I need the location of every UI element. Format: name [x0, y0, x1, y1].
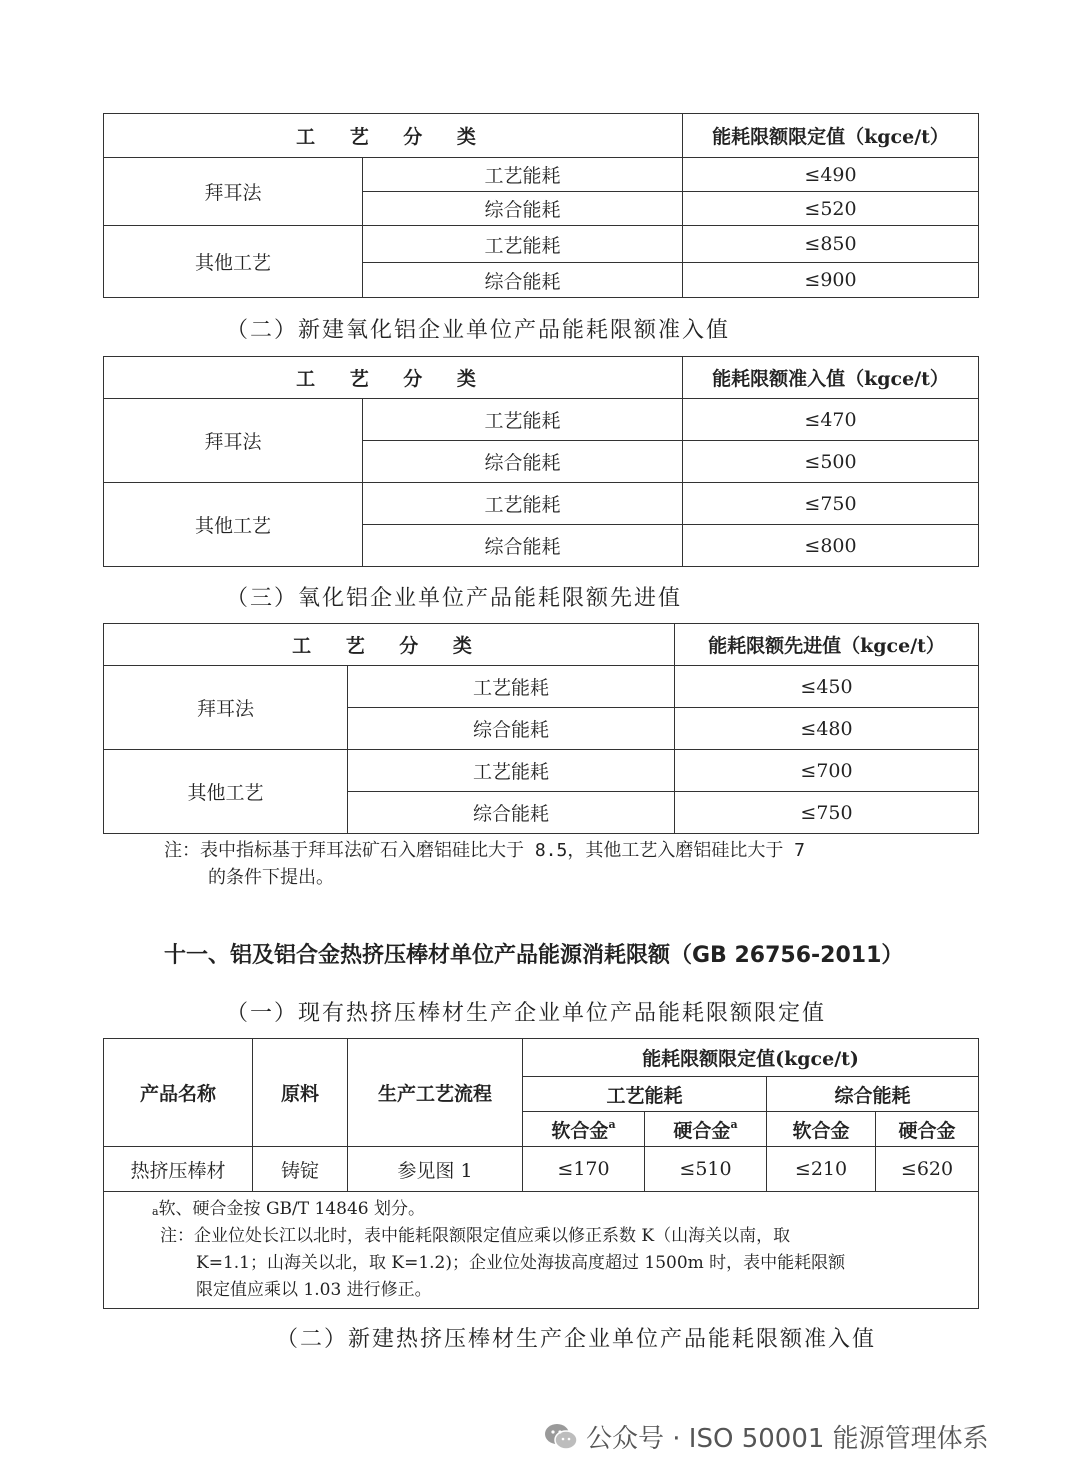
group-name: 拜耳法	[104, 666, 348, 750]
row-type: 综合能耗	[363, 441, 683, 483]
table-aluminum-oxide-entry	[103, 356, 979, 567]
caption-table5: （二）新建热挤压棒材生产企业单位产品能耗限额准入值	[276, 1327, 877, 1352]
row-value: ≤520	[683, 192, 979, 226]
table-header-process: 工 艺 分 类	[104, 624, 675, 666]
col-process-energy: 工艺能耗	[523, 1077, 767, 1112]
table-note	[164, 837, 805, 891]
row-type: 综合能耗	[363, 263, 683, 298]
cell-product: 热挤压棒材	[104, 1147, 253, 1192]
cell-value: ≤510	[645, 1147, 767, 1192]
col-hard-alloy: 硬合金$^a$	[645, 1112, 767, 1147]
cell-value: ≤620	[876, 1147, 979, 1192]
row-value: ≤900	[683, 263, 979, 298]
cell-process: 参见图 1	[348, 1147, 523, 1192]
watermark	[544, 1418, 989, 1455]
note-line: 的条件下提出。	[208, 867, 334, 888]
col-hard-alloy-total: 硬合金	[876, 1112, 979, 1147]
table-header-process: 工 艺 分 类	[104, 114, 683, 158]
row-value: ≤750	[683, 483, 979, 525]
row-value: ≤500	[683, 441, 979, 483]
row-type: 工艺能耗	[363, 158, 683, 192]
table-aluminum-oxide-advanced	[103, 623, 979, 834]
group-name: 其他工艺	[104, 226, 363, 298]
col-total-energy: 综合能耗	[767, 1077, 979, 1112]
table-header-value: 能耗限额准入值（kgce/t）	[683, 357, 979, 399]
footnote-line: 注：企业位处长江以北时，表中能耗限额限定值应乘以修正系数 K（山海关以南，取	[160, 1226, 791, 1246]
note-line: 注：表中指标基于拜耳法矿石入磨铝硅比大于 8.5，其他工艺入磨铝硅比大于 7	[164, 840, 806, 861]
group-name: 其他工艺	[104, 750, 348, 834]
row-type: 综合能耗	[363, 192, 683, 226]
caption-table3: （三）氧化铝企业单位产品能耗限额先进值	[226, 586, 683, 611]
row-value: ≤480	[675, 708, 979, 750]
row-type: 工艺能耗	[348, 750, 675, 792]
table-header-value: 能耗限额限定值（kgce/t）	[683, 114, 979, 158]
footnote-line: K=1.1；山海关以北，取 K=1.2)；企业位处海拔高度超过 1500m 时，表中能耗限额	[196, 1253, 846, 1273]
cell-value: ≤170	[523, 1147, 645, 1192]
row-value: ≤700	[675, 750, 979, 792]
col-material: 原料	[253, 1039, 348, 1147]
col-soft-alloy-total: 软合金	[767, 1112, 876, 1147]
caption-table4: （一）现有热挤压棒材生产企业单位产品能耗限额限定值	[226, 1001, 827, 1026]
group-name: 拜耳法	[104, 399, 363, 483]
watermark-text: 公众号 · ISO 50001 能源管理体系	[586, 1424, 989, 1454]
col-soft-alloy: 软合金$^a$	[523, 1112, 645, 1147]
table-aluminum-oxide-limit	[103, 113, 979, 298]
col-limit: 能耗限额限定值(kgce/t)	[523, 1039, 979, 1077]
table-header-process: 工 艺 分 类	[104, 357, 683, 399]
table-hot-extrusion-limit	[103, 1038, 979, 1309]
group-name: 拜耳法	[104, 158, 363, 226]
row-type: 综合能耗	[363, 525, 683, 567]
footnote-a: $^a$软、硬合金按 GB/T 14846 划分。	[152, 1199, 425, 1219]
cell-material: 铸锭	[253, 1147, 348, 1192]
cell-value: ≤210	[767, 1147, 876, 1192]
row-value: ≤800	[683, 525, 979, 567]
row-type: 工艺能耗	[363, 226, 683, 263]
table-header-value: 能耗限额先进值（kgce/t）	[675, 624, 979, 666]
row-type: 综合能耗	[348, 708, 675, 750]
col-product: 产品名称	[104, 1039, 253, 1147]
table-footnote	[104, 1192, 979, 1309]
row-type: 综合能耗	[348, 792, 675, 834]
caption-table2: （二）新建氧化铝企业单位产品能耗限额准入值	[226, 318, 731, 343]
row-value: ≤490	[683, 158, 979, 192]
wechat-icon	[544, 1423, 578, 1451]
col-process: 生产工艺流程	[348, 1039, 523, 1147]
section-heading: 十一、铝及铝合金热挤压棒材单位产品能源消耗限额（GB 26756-2011）	[164, 943, 904, 968]
row-value: ≤450	[675, 666, 979, 708]
footnote-line: 限定值应乘以 1.03 进行修正。	[196, 1280, 432, 1300]
row-type: 工艺能耗	[363, 483, 683, 525]
row-type: 工艺能耗	[348, 666, 675, 708]
row-value: ≤850	[683, 226, 979, 263]
row-value: ≤470	[683, 399, 979, 441]
row-type: 工艺能耗	[363, 399, 683, 441]
group-name: 其他工艺	[104, 483, 363, 567]
row-value: ≤750	[675, 792, 979, 834]
